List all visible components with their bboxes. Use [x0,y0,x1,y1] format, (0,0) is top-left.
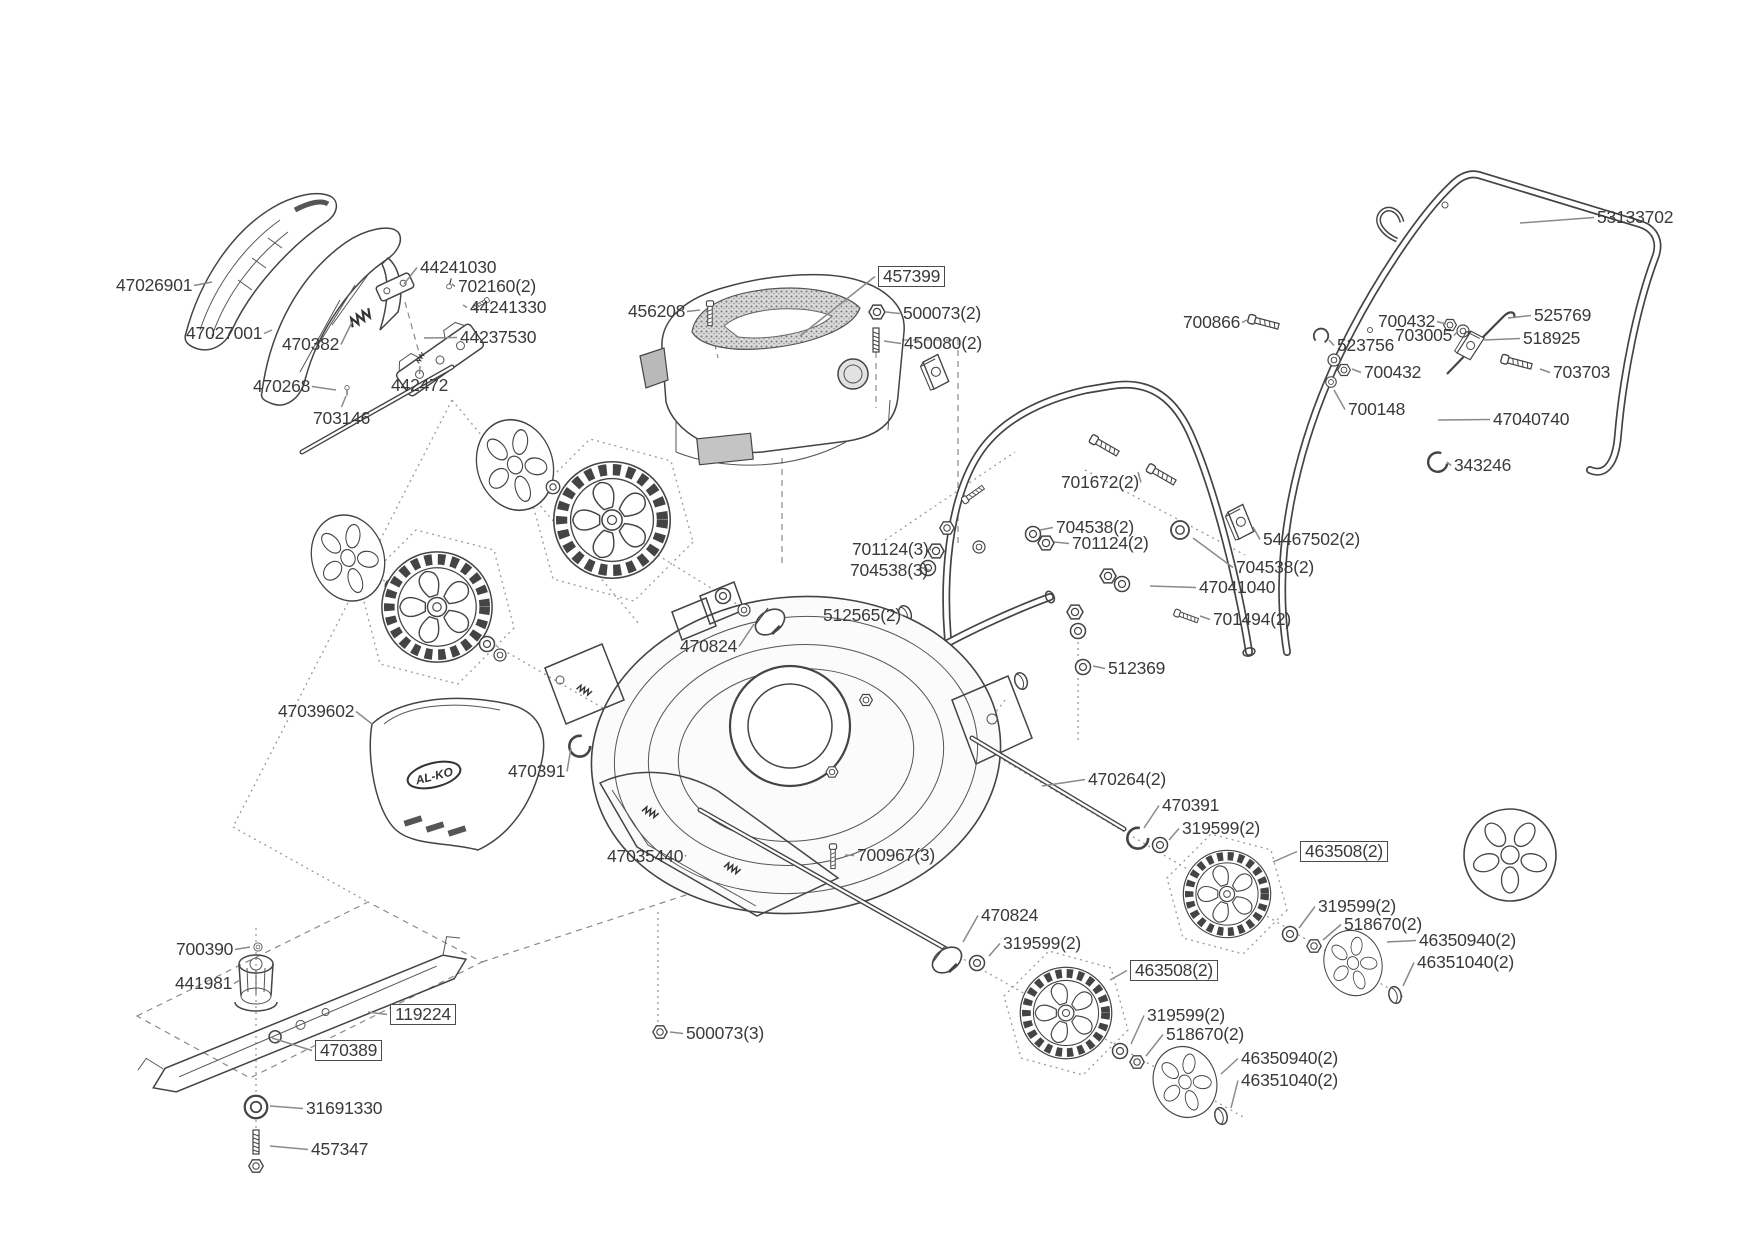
part-label-441981: 441981 [175,973,233,993]
part-label-47040740: 47040740 [1493,409,1570,429]
nut [1100,569,1116,583]
blade [133,932,475,1102]
washer [1457,325,1469,337]
part-label-700432: 700432 [1378,311,1436,331]
leader-line [1273,852,1297,863]
part-label-704538(2): 704538(2) [1056,517,1134,537]
part-label-319599(2): 319599(2) [1318,896,1396,916]
part-label-457347: 457347 [311,1139,369,1159]
mount-hardware [302,272,490,452]
leader-line [1200,616,1210,620]
blade-bolt-head [249,1160,263,1172]
wheel [1020,967,1112,1059]
washer [1115,577,1130,592]
deck [545,576,1032,1038]
leader-line [264,330,272,334]
part-label-470391: 470391 [1162,795,1220,815]
leader-line [1221,1059,1238,1075]
leader-line [341,322,352,345]
wheel-cover [1464,809,1556,901]
washer [1071,624,1086,639]
bracket-spring [577,684,593,696]
part-label-53133702: 53133702 [1597,207,1674,227]
leader-line [272,1038,312,1051]
leader-line [989,944,1000,957]
cover-lower [261,228,400,405]
leader-line [567,748,571,772]
part-label-47026901: 47026901 [116,275,193,295]
end-cap [1012,671,1029,691]
leader-line [420,366,421,374]
part-label-463508(2): 463508(2) [1130,960,1218,981]
part-label-470824: 470824 [981,905,1039,925]
wheel [382,552,492,662]
leader-line [1352,369,1361,373]
leader-line [687,310,700,312]
part-label-463508(2): 463508(2) [1300,841,1388,862]
part-label-457399: 457399 [878,266,945,287]
washer [494,649,506,661]
part-label-701494(2): 701494(2) [1213,609,1291,629]
bolt [1089,434,1120,457]
hub-cap [1387,985,1403,1005]
leader-line [670,1032,683,1034]
leader-line [1484,339,1520,341]
part-label-470268: 470268 [253,376,311,396]
part-label-319599(2): 319599(2) [1147,1005,1225,1025]
part-label-703703: 703703 [1553,362,1611,382]
part-label-319599(2): 319599(2) [1182,818,1260,838]
mulch-plug [370,698,543,850]
leader-line [463,305,467,308]
screw [345,386,349,396]
leader-line [1334,390,1345,410]
bolt [1146,463,1177,486]
part-label-319599(2): 319599(2) [1003,933,1081,953]
part-label-470382: 470382 [282,334,340,354]
part-label-700866: 700866 [1183,312,1241,332]
part-label-470824: 470824 [680,636,738,656]
part-label-702160(2): 702160(2) [458,276,536,296]
part-label-119224: 119224 [390,1004,456,1025]
washer [480,637,495,652]
part-label-44241330: 44241330 [470,297,547,317]
washer [1326,377,1337,388]
part-label-701672(2): 701672(2) [1061,472,1139,492]
nut [1307,940,1321,952]
part-label-47035440: 47035440 [607,846,684,866]
nut [653,1026,667,1038]
part-label-500073(2): 500073(2) [903,303,981,323]
nut [940,522,954,534]
part-label-442472: 442472 [391,375,449,395]
part-label-701124(3): 701124(3) [852,539,929,559]
leader-line [845,855,854,856]
wheel [1183,850,1270,937]
leader-line [234,980,240,984]
bracket [375,272,414,302]
retainer-ring [1425,450,1449,475]
nut [1067,605,1083,619]
hub-cap [1213,1106,1229,1126]
leader-line [1169,829,1179,841]
leader-line [1231,1081,1238,1109]
spring [348,308,372,327]
part-label-703146: 703146 [313,408,371,428]
engine [640,275,904,466]
part-label-47041040: 47041040 [1199,577,1276,597]
leader-line [884,341,901,344]
part-label-500073(3): 500073(3) [686,1023,764,1043]
washer [1283,927,1298,942]
engine-screw [706,301,713,326]
leader-line [1242,320,1247,323]
leader-line [356,712,372,725]
part-label-518670(2): 518670(2) [1344,914,1422,934]
part-label-704538(3): 704538(3) [850,560,928,580]
leader-line [928,549,931,550]
washer [1026,527,1041,542]
leader-line [235,947,250,950]
part-label-343246: 343246 [1454,455,1512,475]
part-label-525769: 525769 [1534,305,1592,325]
part-label-470391: 470391 [508,761,566,781]
part-label-700390: 700390 [176,939,234,959]
nut [1130,1056,1144,1068]
leader-line [1131,1016,1144,1045]
engine-nut [869,305,885,319]
part-label-518925: 518925 [1523,328,1581,348]
leader-line [270,1106,303,1109]
part-label-47027001: 47027001 [186,323,263,343]
part-label-450080(2): 450080(2) [904,333,982,353]
washer [738,604,750,616]
cable-clip [1313,327,1329,342]
part-label-518670(2): 518670(2) [1166,1024,1244,1044]
part-label-700967(3): 700967(3) [857,845,935,865]
part-label-470264(2): 470264(2) [1088,769,1166,789]
deck-bolt [860,694,873,705]
part-label-701124(2): 701124(2) [1072,533,1149,553]
wheel-cover [300,505,395,610]
leader-line [886,312,900,314]
nut [1444,319,1457,330]
wheel-cover [1315,922,1391,1004]
leader-line [1387,941,1416,943]
part-label-31691330: 31691330 [306,1098,383,1118]
nut [928,544,944,558]
blade-washer [245,1096,268,1119]
part-label-44241030: 44241030 [420,257,497,277]
washer [1171,521,1189,539]
part-label-523756: 523756 [1337,335,1395,355]
washer [1328,354,1340,366]
alko-logo: AL-KO [414,764,455,788]
nut [1038,536,1054,550]
bearing [546,480,560,494]
handle-bolt [1247,314,1279,331]
leader-line [1040,528,1053,531]
part-label-46351040(2): 46351040(2) [1417,952,1515,972]
part-label-512369: 512369 [1108,658,1166,678]
leader-line [1144,806,1159,829]
washer [1076,660,1091,675]
engine-stud [873,328,879,352]
leader-line [270,1146,308,1150]
part-label-54467502(2): 54467502(2) [1263,529,1361,549]
leader-line [452,284,455,287]
leader-line [424,338,457,339]
leader-line [1054,542,1069,544]
leader-line [1146,1035,1163,1057]
bolt [473,297,490,310]
part-label-44237530: 44237530 [460,327,537,347]
part-label-700432: 700432 [1364,362,1422,382]
leader-line [1253,527,1260,540]
upper-handlebar [1247,174,1657,652]
screw [1500,354,1532,371]
wheel [554,462,670,578]
leader-line [1520,218,1594,224]
deck-screw [829,844,836,869]
part-label-46351040(2): 46351040(2) [1241,1070,1339,1090]
washer [1153,838,1168,853]
part-label-512565(2): 512565(2) [823,605,901,625]
leader-line [312,387,336,391]
leader-line [1299,907,1315,929]
part-label-46350940(2): 46350940(2) [1419,930,1517,950]
leader-line [1540,369,1550,373]
leader-line [342,396,347,407]
part-label-47039602: 47039602 [278,701,355,721]
nut [1338,364,1351,375]
leader-line [1438,420,1490,421]
snap-ring [1123,825,1151,853]
deck-bolt [826,767,838,777]
height-lever-disc [928,942,967,978]
part-label-704538(2): 704538(2) [1236,557,1314,577]
part-label-703005: 703005 [1395,325,1453,345]
clamp-block [919,354,950,391]
blade-assembly [133,932,475,1172]
leader-line [1138,472,1141,483]
washer [716,589,731,604]
part-label-46350940(2): 46350940(2) [1241,1048,1339,1068]
blade-bolt-shaft [253,1130,259,1154]
leader-line [1508,316,1531,319]
leader-line [1403,963,1414,987]
leader-line [963,916,978,943]
washer [970,956,985,971]
mount-plate [391,316,485,397]
part-label-700148: 700148 [1348,399,1406,419]
leader-line [685,855,686,857]
part-label-456208: 456208 [628,301,686,321]
leader-line [1150,586,1196,588]
leader-line [1093,666,1105,669]
washer [973,541,985,553]
washer [1113,1044,1128,1059]
leader-line [1329,340,1334,346]
wheel-cover [465,410,565,521]
pin [254,943,262,951]
blade-holder [235,955,277,1011]
screw [1173,609,1199,624]
part-label-470389: 470389 [315,1040,382,1061]
leader-line [194,282,212,286]
